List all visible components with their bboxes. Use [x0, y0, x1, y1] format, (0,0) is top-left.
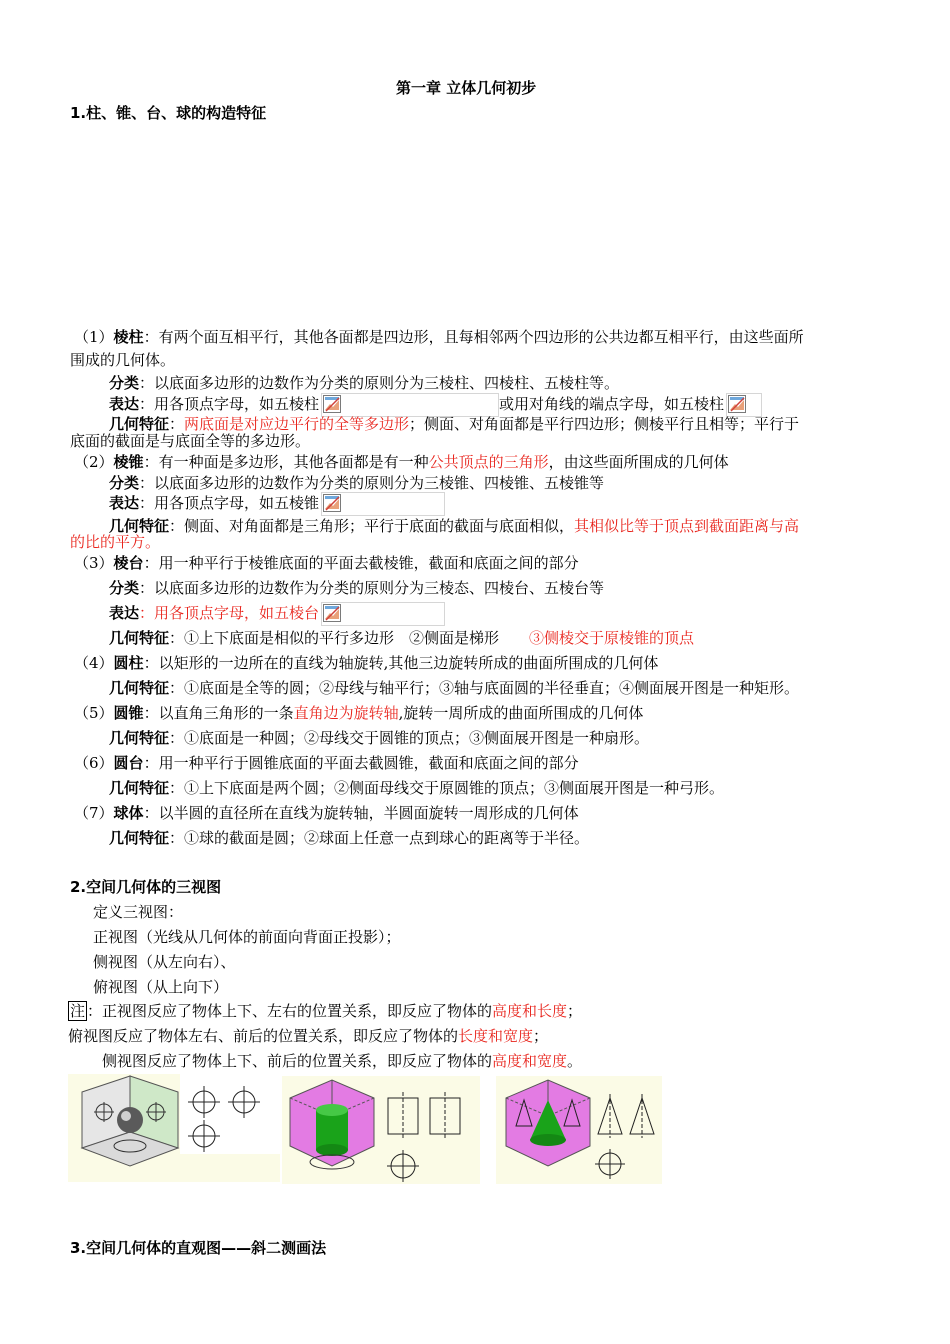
- pyramid-features: 几何特征：侧面、对角面都是三角形；平行于底面的截面与底面相似，其相似比等于顶点到截面距离与高: [109, 517, 800, 535]
- cylinder-three-view-figure: [282, 1076, 480, 1184]
- prism-definition: （1）棱柱：有两个面互相平行，其他各面都是四边形，且每相邻两个四边形的公共边都互相平行，由这些面所: [74, 328, 804, 346]
- side-view-text: 侧视图（从左向右）、: [93, 953, 236, 971]
- cone-definition: （5）圆锥：以直角三角形的一条直角边为旋转轴,旋转一周所成的曲面所围成的几何体: [74, 704, 644, 722]
- prism-features: 几何特征：两底面是对应边平行的全等多边形；侧面、对角面都是平行四边形；侧棱平行且相等；平行于: [109, 415, 800, 433]
- broken-image-icon: [323, 494, 341, 512]
- sphere-three-view-figure: [68, 1074, 280, 1182]
- frustum-expression: 表达：用各顶点字母，如五棱台: [109, 602, 445, 626]
- formula-image-placeholder: [321, 602, 445, 626]
- prism-name: 棱柱: [113, 328, 144, 346]
- pyramid-classification: 分类：以底面多边形的边数作为分类的原则分为三棱锥、四棱锥、五棱锥等: [109, 474, 605, 492]
- broken-image-icon: [323, 395, 341, 413]
- note-top-view: 俯视图反应了物体左右、前后的位置关系，即反应了物体的长度和宽度；: [68, 1027, 549, 1045]
- note-label: 注: [70, 1002, 86, 1020]
- section-3-heading: 3.空间几何体的直观图——斜二测画法: [70, 1239, 327, 1257]
- section-2-heading: 2.空间几何体的三视图: [70, 878, 222, 896]
- prism-classification: 分类：以底面多边形的边数作为分类的原则分为三棱柱、四棱柱、五棱柱等。: [109, 374, 620, 392]
- frustum-cone-definition: （6）圆台：用一种平行于圆锥底面的平面去截圆锥，截面和底面之间的部分: [74, 754, 579, 772]
- three-views-definition: 定义三视图：: [93, 903, 184, 921]
- prism-expression: 表达：用各顶点字母，如五棱柱 或用对角线的端点字母，如五棱柱: [109, 393, 762, 417]
- note-front-view: 注 ：正视图反应了物体上下、左右的位置关系，即反应了物体的高度和长度；: [70, 1002, 583, 1020]
- section-1-heading: 1.柱、锥、台、球的构造特征: [70, 104, 267, 122]
- page-title: 第一章 立体几何初步: [396, 79, 537, 97]
- frustum-definition: （3）棱台：用一种平行于棱锥底面的平面去截棱锥，截面和底面之间的部分: [74, 554, 579, 572]
- sphere-features: 几何特征：①球的截面是圆；②球面上任意一点到球心的距离等于半径。: [109, 829, 590, 847]
- note-side-view: 侧视图反应了物体上下、前后的位置关系，即反应了物体的高度和宽度。: [102, 1052, 583, 1070]
- cone-features: 几何特征：①底面是一种圆；②母线交于圆锥的顶点；③侧面展开图是一种扇形。: [109, 729, 650, 747]
- cylinder-definition: （4）圆柱：以矩形的一边所在的直线为轴旋转,其他三边旋转所成的曲面所围成的几何体: [74, 654, 659, 672]
- frustum-cone-features: 几何特征：①上下底面是两个圆；②侧面母线交于原圆锥的顶点；③侧面展开图是一种弓形。: [109, 779, 725, 797]
- pyramid-expression: 表达：用各顶点字母，如五棱锥: [109, 492, 445, 516]
- prism-features-line2: 底面的截面是与底面全等的多边形。: [70, 432, 311, 450]
- formula-image-placeholder: [321, 492, 445, 516]
- broken-image-icon: [323, 604, 341, 622]
- pyramid-definition: （2）棱锥：有一种面是多边形，其他各面都是有一种公共顶点的三角形，由这些面所围成的几何体: [74, 453, 729, 471]
- broken-image-icon: [728, 395, 746, 413]
- front-view-text: 正视图（光线从几何体的前面向背面正投影）；: [93, 928, 401, 946]
- cylinder-features: 几何特征：①底面是全等的圆；②母线与轴平行；③轴与底面圆的半径垂直；④侧面展开图是一种矩形。: [109, 679, 800, 697]
- top-view-text: 俯视图（从上向下）: [93, 978, 229, 996]
- frustum-features: 几何特征：①上下底面是相似的平行多边形 ②侧面是梯形 ③侧棱交于原棱锥的顶点: [109, 629, 695, 647]
- cone-three-view-figure: [496, 1076, 662, 1184]
- sphere-definition: （7）球体：以半圆的直径所在直线为旋转轴，半圆面旋转一周形成的几何体: [74, 804, 579, 822]
- prism-definition-line2: 围成的几何体。: [70, 351, 176, 369]
- pyramid-features-line2: 的比的平方。: [70, 533, 161, 551]
- frustum-classification: 分类：以底面多边形的边数作为分类的原则分为三棱态、四棱台、五棱台等: [109, 579, 605, 597]
